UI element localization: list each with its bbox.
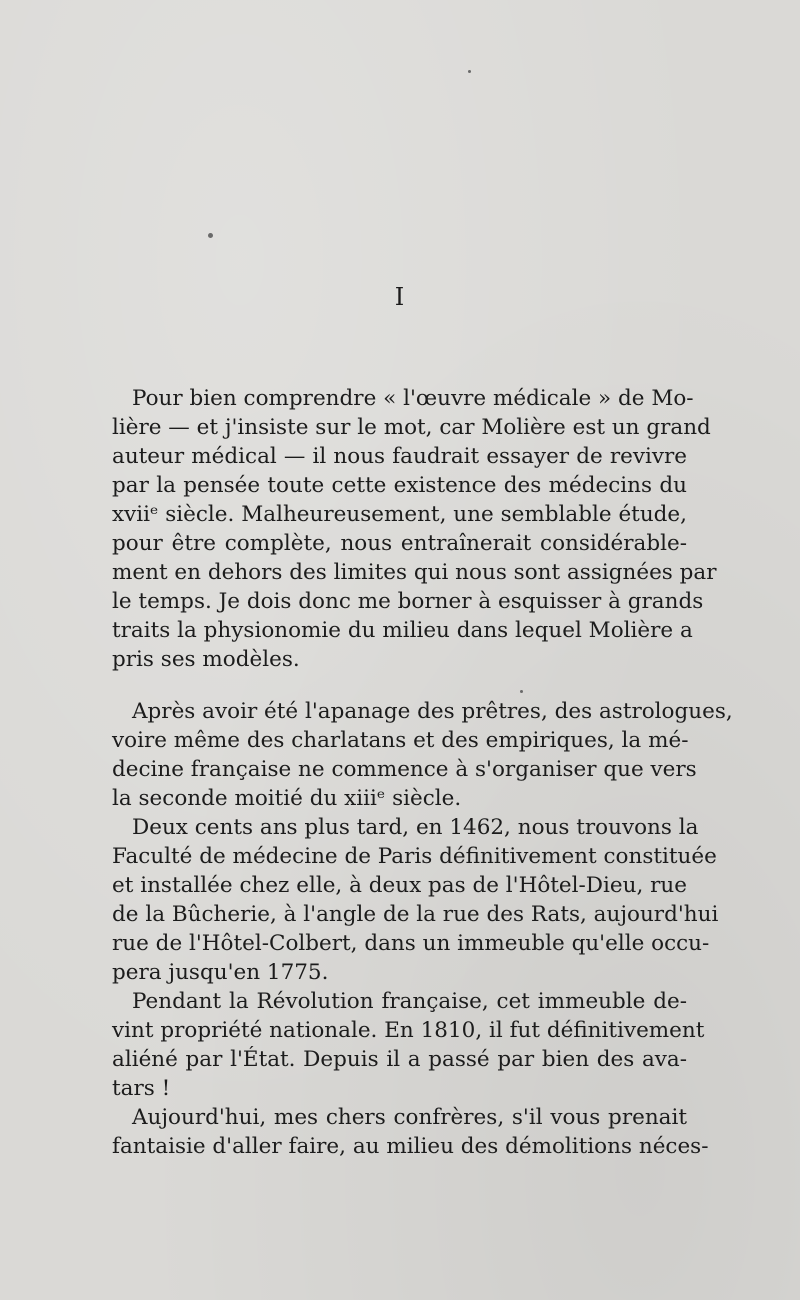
text-line: fantaisie d'aller faire, au milieu des démolitions néces-: [112, 1134, 709, 1159]
text-line: auteur médical — il nous faudrait essayer de revivre: [112, 444, 687, 469]
text-line: de la Bûcherie, à l'angle de la rue des Rats, aujourd'hui: [112, 902, 719, 927]
text-line: vint propriété nationale. En 1810, il fut définitivement: [112, 1018, 705, 1043]
text-line: lière — et j'insiste sur le mot, car Molière est un grand: [112, 415, 711, 440]
ink-speck: [208, 233, 213, 238]
text-line: decine française ne commence à s'organiser que vers: [112, 757, 697, 782]
ink-speck: [468, 70, 471, 73]
text-line: Aujourd'hui, mes chers confrères, s'il vous prenait: [132, 1105, 687, 1130]
text-line: pera jusqu'en 1775.: [112, 960, 329, 985]
text-line: Deux cents ans plus tard, en 1462, nous trouvons la: [132, 815, 699, 840]
chapter-heading: I: [394, 283, 406, 311]
text-line: par la pensée toute cette existence des médecins du: [112, 473, 687, 498]
text-line: le temps. Je dois donc me borner à esquisser à grands: [112, 589, 704, 614]
text-line: voire même des charlatans et des empiriques, la mé-: [112, 728, 689, 753]
text-line: Pour bien comprendre « l'œuvre médicale » de Mo-: [132, 386, 694, 411]
paragraph-1: [112, 384, 717, 674]
text-line: ment en dehors des limites qui nous sont assignées par: [112, 560, 717, 585]
text-line: aliéné par l'État. Depuis il a passé par bien des ava-: [112, 1047, 687, 1072]
text-line: tars !: [112, 1076, 171, 1101]
text-line: la seconde moitié du xiiiᵉ siècle.: [112, 786, 462, 811]
text-line: xviiᵉ siècle. Malheureusement, une semblable étude,: [112, 502, 687, 527]
text-line: pour être complète, nous entraînerait considérable-: [112, 531, 687, 556]
text-line: Faculté de médecine de Paris définitivement constituée: [112, 844, 717, 869]
text-line: Après avoir été l'apanage des prêtres, des astrologues,: [132, 699, 733, 724]
paragraph-group: [112, 697, 733, 1161]
text-line: traits la physionomie du milieu dans lequel Molière a: [112, 618, 693, 643]
text-line: Pendant la Révolution française, cet immeuble de-: [132, 989, 687, 1014]
text-line: pris ses modèles.: [112, 647, 300, 672]
text-line: rue de l'Hôtel-Colbert, dans un immeuble qu'elle occu-: [112, 931, 710, 956]
text-line: et installée chez elle, à deux pas de l'Hôtel-Dieu, rue: [112, 873, 687, 898]
ink-speck: [520, 690, 523, 693]
